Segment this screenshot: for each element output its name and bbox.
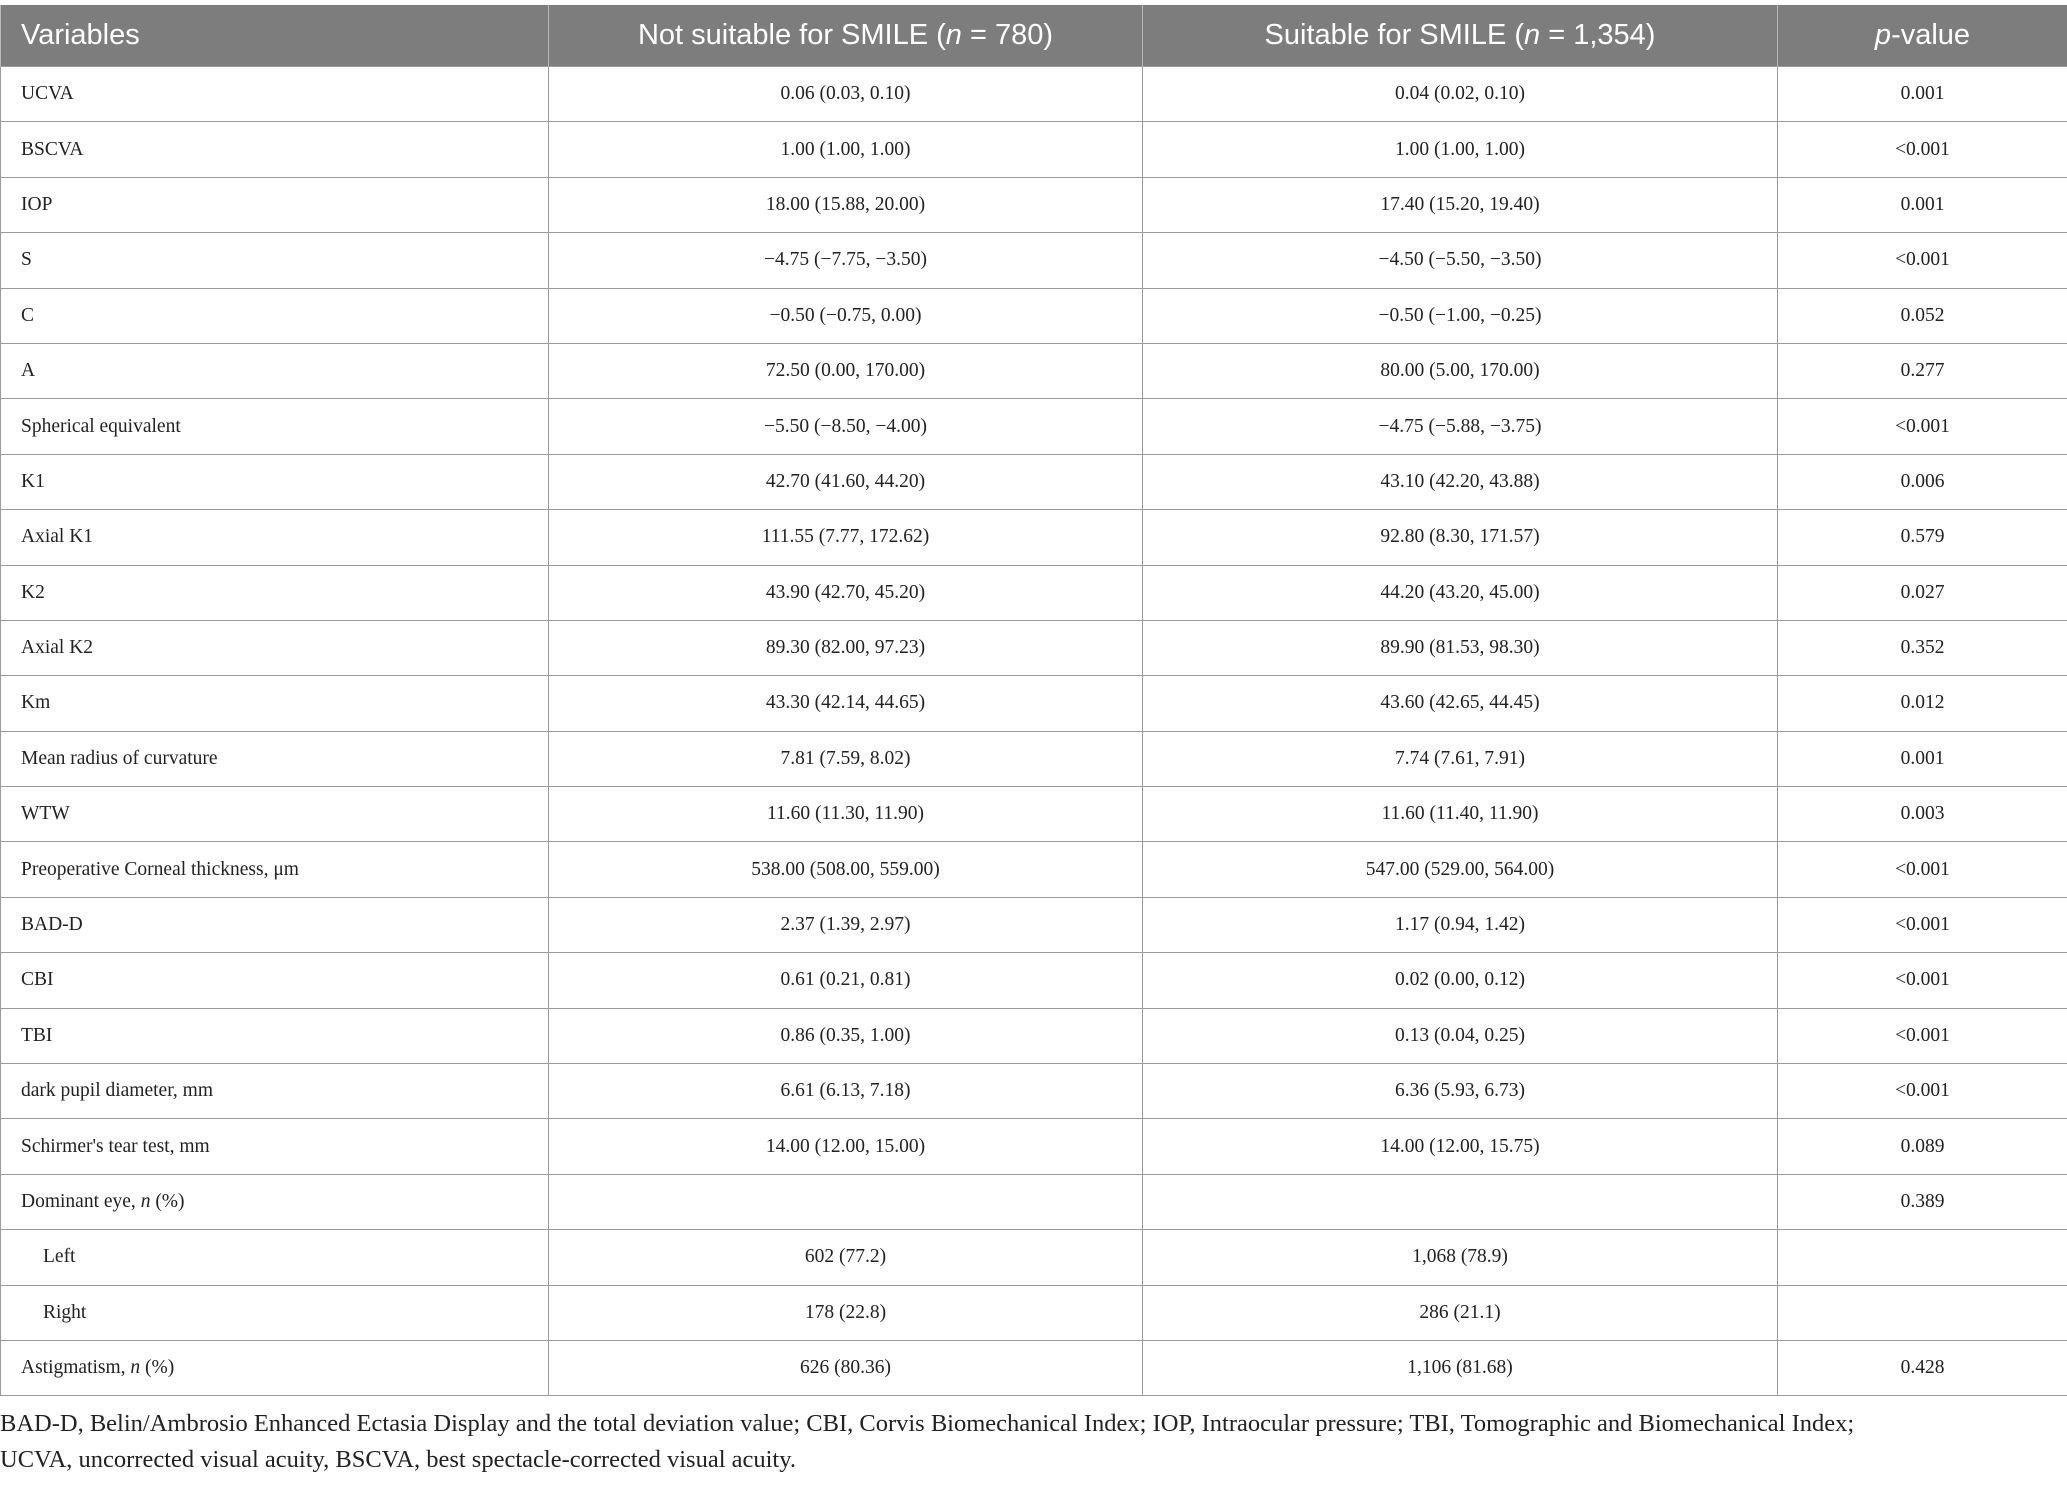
- table-row: [1, 953, 2067, 1008]
- table-row: [1, 620, 2067, 675]
- cell-suitable: 6.36 (5.93, 6.73): [1143, 1064, 1778, 1119]
- table-row: [1, 787, 2067, 842]
- cell-variable: K1: [1, 454, 549, 509]
- cell-p-value: <0.001: [1778, 399, 2067, 454]
- cell-suitable: −4.75 (−5.88, −3.75): [1143, 399, 1778, 454]
- footnote-line-1: BAD-D, Belin/Ambrosio Enhanced Ectasia Display and the total deviation value; CBI, Corvis Biomechanical Index; IOP, Intraocular pressure; TBI, Tomographic and Biomechanical Index;: [0, 1410, 1855, 1437]
- cell-suitable: −0.50 (−1.00, −0.25): [1143, 288, 1778, 343]
- cell-suitable: 1.17 (0.94, 1.42): [1143, 897, 1778, 952]
- cell-not-suitable: [549, 1174, 1143, 1229]
- cell-p-value: 0.428: [1778, 1340, 2067, 1395]
- table-row: [1, 399, 2067, 454]
- table-row: [1, 510, 2067, 565]
- cell-not-suitable: 11.60 (11.30, 11.90): [549, 787, 1143, 842]
- cell-suitable: 286 (21.1): [1143, 1285, 1778, 1340]
- cell-not-suitable: 538.00 (508.00, 559.00): [549, 842, 1143, 897]
- table-row: [1, 842, 2067, 897]
- footnote-line-2: UCVA, uncorrected visual acuity, BSCVA, best spectacle-corrected visual acuity.: [0, 1446, 797, 1473]
- cell-suitable: 1,106 (81.68): [1143, 1340, 1778, 1395]
- cell-variable-prefix: Dominant eye,: [21, 1191, 141, 1212]
- table-row: [1, 1285, 2067, 1340]
- cell-suitable: 0.13 (0.04, 0.25): [1143, 1008, 1778, 1063]
- cell-variable: Axial K2: [1, 620, 549, 675]
- table-row: [1, 122, 2067, 177]
- cell-p-value: 0.052: [1778, 288, 2067, 343]
- header-p-rest: -value: [1891, 19, 1971, 51]
- cell-suitable: 1,068 (78.9): [1143, 1230, 1778, 1285]
- header-suitable-n-symbol: n: [1524, 19, 1541, 51]
- table-row: [1, 1174, 2067, 1229]
- cell-variable-suffix: (%): [140, 1357, 175, 1379]
- cell-not-suitable: 626 (80.36): [549, 1340, 1143, 1395]
- cell-p-value: 0.027: [1778, 565, 2067, 620]
- table-row: [1, 731, 2067, 786]
- header-p-value: [1778, 5, 2067, 67]
- cell-suitable: 0.02 (0.00, 0.12): [1143, 953, 1778, 1008]
- table-row: [1, 565, 2067, 620]
- cell-not-suitable: 72.50 (0.00, 170.00): [549, 343, 1143, 398]
- cell-suitable: 1.00 (1.00, 1.00): [1143, 122, 1778, 177]
- table-row: [1, 1008, 2067, 1063]
- cell-not-suitable: 43.90 (42.70, 45.20): [549, 565, 1143, 620]
- header-suitable-label: Suitable for SMILE (: [1264, 19, 1525, 51]
- cell-variable: Right: [1, 1285, 549, 1340]
- cell-p-value: 0.389: [1778, 1174, 2067, 1229]
- cell-not-suitable: 89.30 (82.00, 97.23): [549, 620, 1143, 675]
- cell-p-value: <0.001: [1778, 233, 2067, 288]
- cell-not-suitable: 111.55 (7.77, 172.62): [549, 510, 1143, 565]
- header-p-symbol: p: [1874, 19, 1892, 51]
- cell-p-value: <0.001: [1778, 1008, 2067, 1063]
- cell-variable: CBI: [1, 953, 549, 1008]
- cell-suitable: 43.60 (42.65, 44.45): [1143, 676, 1778, 731]
- cell-variable: Axial K1: [1, 510, 549, 565]
- cell-p-value: 0.001: [1778, 731, 2067, 786]
- cell-suitable: [1143, 1174, 1778, 1229]
- cell-variable: Left: [1, 1230, 549, 1285]
- table-row: [1, 1230, 2067, 1285]
- cell-not-suitable: −0.50 (−0.75, 0.00): [549, 288, 1143, 343]
- cell-suitable: 547.00 (529.00, 564.00): [1143, 842, 1778, 897]
- cell-p-value: 0.352: [1778, 620, 2067, 675]
- table-footnote: [0, 1406, 2050, 1478]
- cell-p-value: 0.001: [1778, 177, 2067, 232]
- cell-p-value: 0.006: [1778, 454, 2067, 509]
- cell-suitable: −4.50 (−5.50, −3.50): [1143, 233, 1778, 288]
- cell-variable-prefix: Astigmatism,: [21, 1357, 131, 1379]
- cell-not-suitable: 1.00 (1.00, 1.00): [549, 122, 1143, 177]
- header-not-suitable: [549, 5, 1143, 67]
- cell-variable: IOP: [1, 177, 549, 232]
- comparison-table-container: [0, 5, 2067, 1396]
- cell-variable: TBI: [1, 1008, 549, 1063]
- cell-p-value: [1778, 1285, 2067, 1340]
- cell-variable: Schirmer's tear test, mm: [1, 1119, 549, 1174]
- table-row: [1, 233, 2067, 288]
- cell-p-value: 0.579: [1778, 510, 2067, 565]
- cell-not-suitable: 42.70 (41.60, 44.20): [549, 454, 1143, 509]
- cell-p-value: <0.001: [1778, 897, 2067, 952]
- cell-variable-n-symbol: n: [130, 1357, 141, 1379]
- cell-p-value: [1778, 1230, 2067, 1285]
- cell-not-suitable: −4.75 (−7.75, −3.50): [549, 233, 1143, 288]
- cell-p-value: 0.089: [1778, 1119, 2067, 1174]
- table-row: [1, 676, 2067, 731]
- cell-variable: [1, 1340, 549, 1395]
- cell-p-value: 0.001: [1778, 67, 2067, 122]
- cell-variable: C: [1, 288, 549, 343]
- cell-suitable: 7.74 (7.61, 7.91): [1143, 731, 1778, 786]
- cell-suitable: 14.00 (12.00, 15.75): [1143, 1119, 1778, 1174]
- cell-not-suitable: 0.86 (0.35, 1.00): [549, 1008, 1143, 1063]
- cell-variable: Spherical equivalent: [1, 399, 549, 454]
- cell-suitable: 80.00 (5.00, 170.00): [1143, 343, 1778, 398]
- cell-variable: Preoperative Corneal thickness, μm: [1, 842, 549, 897]
- cell-p-value: <0.001: [1778, 122, 2067, 177]
- cell-not-suitable: 14.00 (12.00, 15.00): [549, 1119, 1143, 1174]
- cell-variable: UCVA: [1, 67, 549, 122]
- header-suitable-n-value: = 1,354): [1540, 19, 1656, 51]
- cell-variable: WTW: [1, 787, 549, 842]
- cell-p-value: 0.003: [1778, 787, 2067, 842]
- cell-not-suitable: 0.06 (0.03, 0.10): [549, 67, 1143, 122]
- cell-not-suitable: 43.30 (42.14, 44.65): [549, 676, 1143, 731]
- cell-suitable: 0.04 (0.02, 0.10): [1143, 67, 1778, 122]
- table-header-row: [1, 5, 2067, 67]
- cell-not-suitable: 6.61 (6.13, 7.18): [549, 1064, 1143, 1119]
- cell-variable: [1, 1174, 549, 1229]
- header-not-suitable-n-value: = 780): [961, 19, 1054, 51]
- cell-variable: dark pupil diameter, mm: [1, 1064, 549, 1119]
- cell-not-suitable: −5.50 (−8.50, −4.00): [549, 399, 1143, 454]
- cell-not-suitable: 18.00 (15.88, 20.00): [549, 177, 1143, 232]
- cell-not-suitable: 0.61 (0.21, 0.81): [549, 953, 1143, 1008]
- table-row: [1, 454, 2067, 509]
- cell-variable: K2: [1, 565, 549, 620]
- header-not-suitable-label: Not suitable for SMILE (: [637, 19, 946, 51]
- table-row: [1, 177, 2067, 232]
- table-row: [1, 1119, 2067, 1174]
- cell-variable: Km: [1, 676, 549, 731]
- cell-variable: A: [1, 343, 549, 398]
- cell-suitable: 89.90 (81.53, 98.30): [1143, 620, 1778, 675]
- cell-suitable: 17.40 (15.20, 19.40): [1143, 177, 1778, 232]
- cell-p-value: 0.012: [1778, 676, 2067, 731]
- cell-variable: Mean radius of curvature: [1, 731, 549, 786]
- cell-p-value: <0.001: [1778, 953, 2067, 1008]
- cell-variable-n-symbol: n: [140, 1191, 151, 1212]
- cell-suitable: 92.80 (8.30, 171.57): [1143, 510, 1778, 565]
- comparison-table: [0, 5, 2067, 1396]
- header-not-suitable-n-symbol: n: [945, 19, 962, 51]
- header-variables: Variables: [1, 5, 549, 67]
- cell-not-suitable: 178 (22.8): [549, 1285, 1143, 1340]
- table-row: [1, 1064, 2067, 1119]
- cell-variable-suffix: (%): [150, 1191, 185, 1212]
- cell-suitable: 44.20 (43.20, 45.00): [1143, 565, 1778, 620]
- cell-p-value: <0.001: [1778, 842, 2067, 897]
- table-row: [1, 67, 2067, 122]
- cell-variable: S: [1, 233, 549, 288]
- cell-variable: BAD-D: [1, 897, 549, 952]
- table-row: [1, 1340, 2067, 1395]
- cell-variable: BSCVA: [1, 122, 549, 177]
- table-row: [1, 897, 2067, 952]
- cell-p-value: <0.001: [1778, 1064, 2067, 1119]
- table-row: [1, 343, 2067, 398]
- cell-suitable: 43.10 (42.20, 43.88): [1143, 454, 1778, 509]
- cell-not-suitable: 7.81 (7.59, 8.02): [549, 731, 1143, 786]
- header-suitable: [1143, 5, 1778, 67]
- cell-p-value: 0.277: [1778, 343, 2067, 398]
- cell-not-suitable: 2.37 (1.39, 2.97): [549, 897, 1143, 952]
- table-row: [1, 288, 2067, 343]
- cell-suitable: 11.60 (11.40, 11.90): [1143, 787, 1778, 842]
- cell-not-suitable: 602 (77.2): [549, 1230, 1143, 1285]
